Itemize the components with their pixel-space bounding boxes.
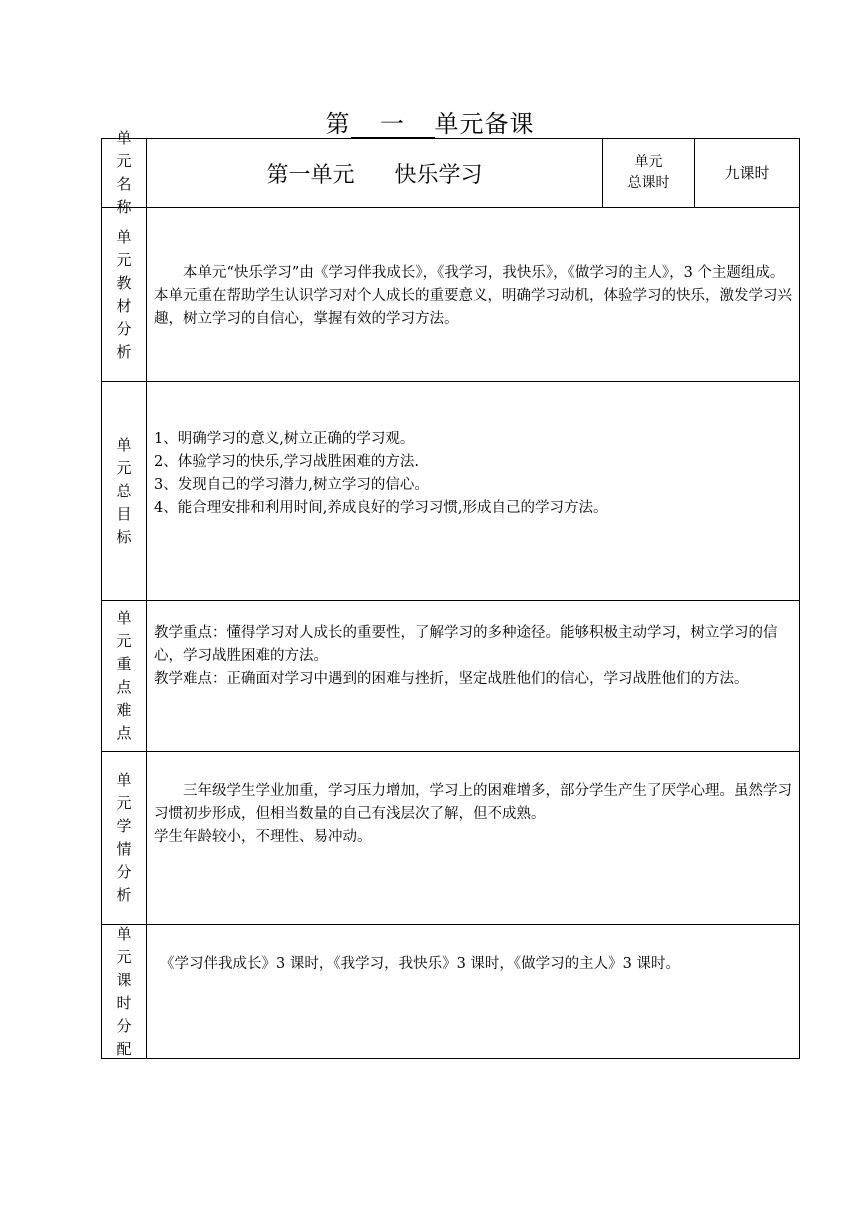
goal-item: 1、明确学习的意义,树立正确的学习观。 <box>154 431 415 447</box>
goal-item: 4、能合理安排和利用时间,养成良好的学习习惯,形成自己的学习方法。 <box>154 500 608 516</box>
row-content <box>154 622 796 691</box>
header-row <box>101 129 800 216</box>
total-hours-value: 九课时 <box>724 163 770 182</box>
total-hours-label: 单元 总课时 <box>603 139 695 207</box>
title-prefix: 第 <box>325 110 351 138</box>
title-blank-field: 一 <box>351 111 435 139</box>
row-content: 《学习伴我成长》3 课时，《我学习，我快乐》3 课时，《做学习的主人》3 课时。 <box>160 956 681 972</box>
goal-item: 3、发现自己的学习潜力,树立学习的信心。 <box>154 477 429 493</box>
row-content: 本单元“快乐学习”由《学习伴我成长》，《我学习，我快乐》，《做学习的主人》，3 个主题组成。本单元重在帮助学生认识学习对个人成长的重要意义，明确学习动机，体验学习的快乐，激发学习兴趣，树立学习的自信心，掌握有效的学习方法。 <box>154 265 792 327</box>
textbook-analysis-row <box>101 207 800 382</box>
unit-name-label: 单元名称 <box>102 139 147 207</box>
unit-topic: 快乐学习 <box>394 162 483 188</box>
unit-name: 第一单元 <box>266 162 355 188</box>
row-content <box>154 428 796 520</box>
row-label: 单元总目标 <box>102 382 147 600</box>
key-point: 教学重点：懂得学习对人成长的重要性，了解学习的多种途径。能够积极主动学习，树立学习的信心，学习战胜困难的方法。 <box>154 625 778 664</box>
unit-goals-row <box>101 381 800 601</box>
row-label: 单元学情分析 <box>102 752 147 924</box>
row-label: 单元课时分配 <box>102 925 147 1058</box>
title-suffix: 单元备课 <box>434 110 535 138</box>
goal-item: 2、体验学习的快乐,学习战胜困难的方法. <box>154 454 419 470</box>
unit-title <box>147 139 603 207</box>
difficult-point: 教学难点：正确面对学习中遇到的困难与挫折，坚定战胜他们的信心，学习战胜他们的方法。 <box>154 671 749 687</box>
row-label: 单元重点难点 <box>102 601 147 751</box>
student-analysis-row <box>101 751 800 925</box>
row-label: 单元教材分析 <box>102 208 147 381</box>
key-difficult-points-row <box>101 600 800 752</box>
lesson-allocation-row <box>101 924 800 1059</box>
row-content: 三年级学生学业加重，学习压力增加，学习上的困难增多，部分学生产生了厌学心理。虽然学习习惯初步形成，但相当数量的自己有浅层次了解，但不成熟。 学生年龄较小，不理性、易冲动。 <box>154 783 792 845</box>
